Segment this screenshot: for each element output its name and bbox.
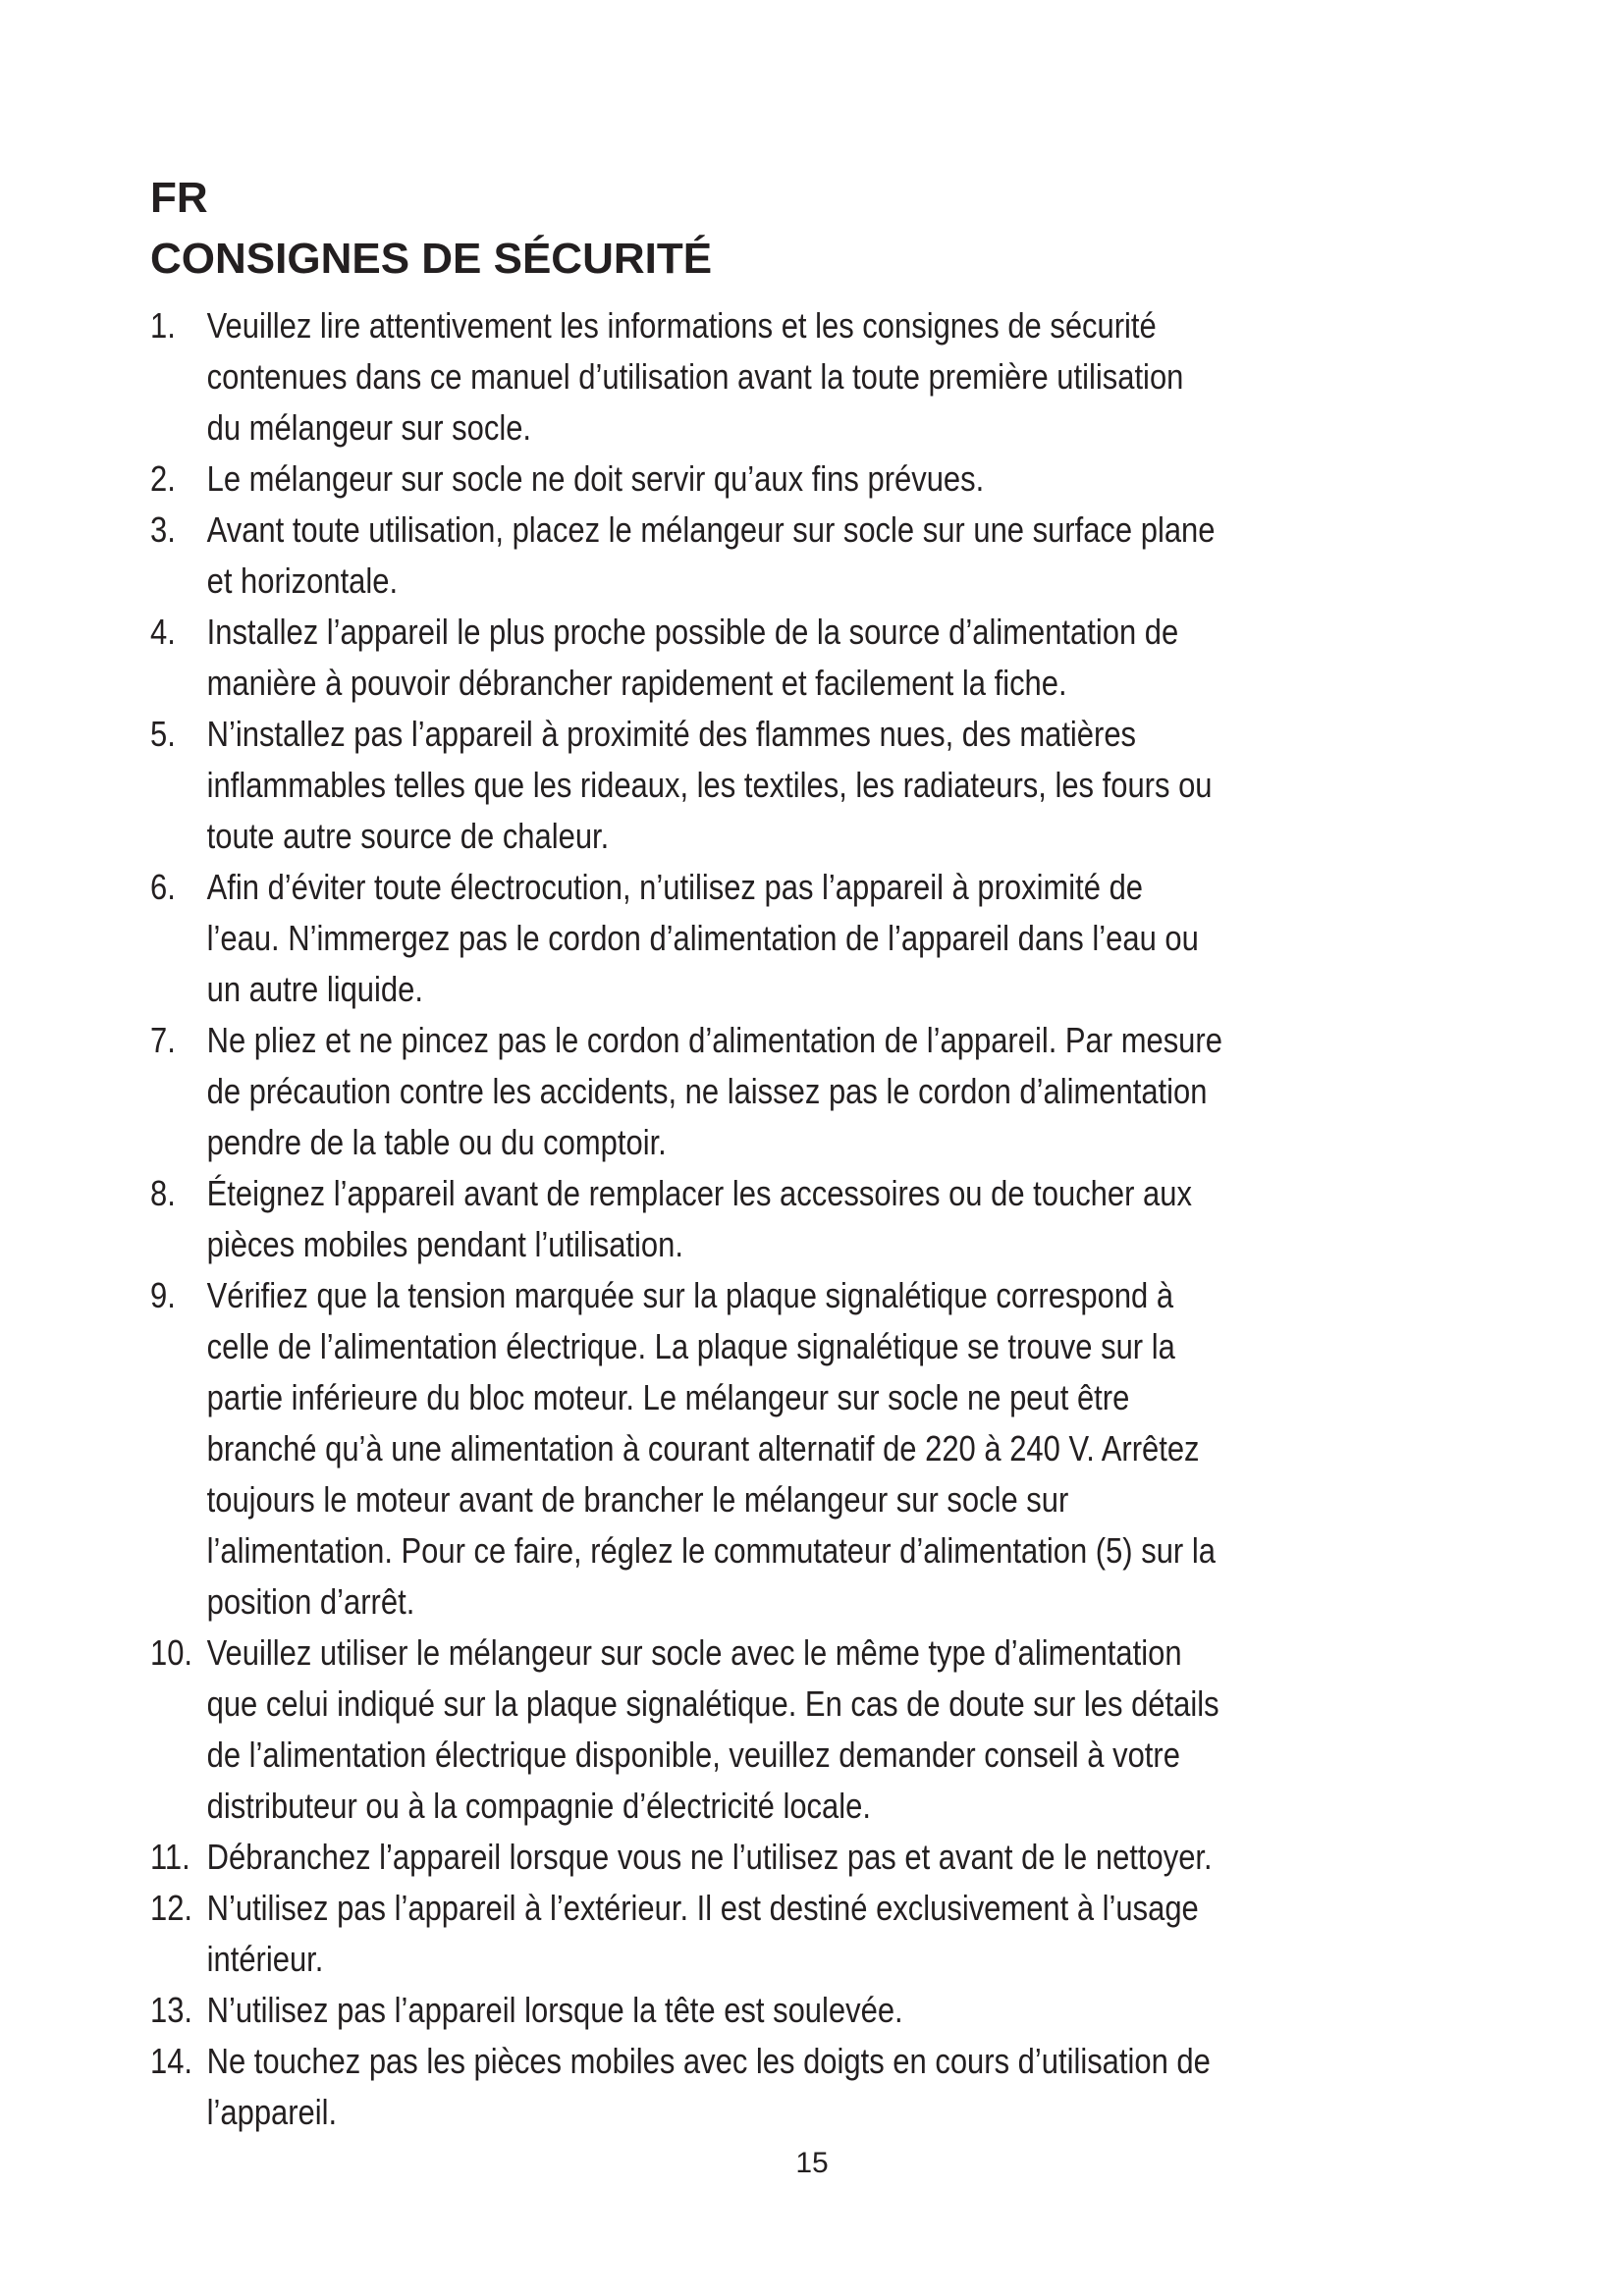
- list-item-line: toujours le moteur avant de brancher le mélangeur sur socle sur: [206, 1479, 1069, 1520]
- list-item-number: 5.: [150, 714, 176, 754]
- list-item-line: pendre de la table ou du comptoir.: [206, 1122, 667, 1162]
- list-item-number: 3.: [150, 509, 176, 550]
- list-item-number: 1.: [150, 305, 176, 346]
- language-code: FR: [150, 174, 208, 222]
- list-item-line: inflammables telles que les rideaux, les textiles, les radiateurs, les fours ou: [206, 765, 1213, 805]
- list-item-number: 2.: [150, 458, 176, 499]
- list-item-line: et horizontale.: [206, 561, 399, 601]
- list-item: [150, 1168, 1456, 1270]
- list-item: [150, 1270, 1456, 1628]
- list-item-line: Ne pliez et ne pincez pas le cordon d’alimentation de l’appareil. Par mesure: [206, 1020, 1222, 1060]
- list-item-number: 13.: [150, 1990, 193, 2030]
- list-item-line: Afin d’éviter toute électrocution, n’utilisez pas l’appareil à proximité de: [206, 867, 1144, 907]
- list-item: [150, 505, 1456, 607]
- list-item-number: 9.: [150, 1275, 176, 1315]
- list-item: [150, 1832, 1456, 1883]
- list-item: [150, 862, 1456, 1015]
- list-item-line: celle de l’alimentation électrique. La plaque signalétique se trouve sur la: [206, 1326, 1175, 1366]
- list-item-line: de précaution contre les accidents, ne laissez pas le cordon d’alimentation: [206, 1071, 1208, 1111]
- list-item-line: l’appareil.: [206, 2092, 338, 2132]
- list-item-line: de l’alimentation électrique disponible, veuillez demander conseil à votre: [206, 1735, 1180, 1775]
- list-item-number: 11.: [150, 1837, 190, 1877]
- list-item-line: N’utilisez pas l’appareil à l’extérieur. Il est destiné exclusivement à l’usage: [206, 1888, 1199, 1928]
- page-title: CONSIGNES DE SÉCURITÉ: [150, 235, 713, 283]
- list-item-line: Veuillez lire attentivement les informations et les consignes de sécurité: [206, 305, 1157, 346]
- list-item-number: 8.: [150, 1173, 176, 1213]
- list-item: [150, 1628, 1456, 1832]
- list-item-line: branché qu’à une alimentation à courant alternatif de 220 à 240 V. Arrêtez: [206, 1428, 1200, 1468]
- list-item: [150, 1015, 1456, 1168]
- list-item-line: N’utilisez pas l’appareil lorsque la tête est soulevée.: [206, 1990, 903, 2030]
- list-item-line: N’installez pas l’appareil à proximité des flammes nues, des matières: [206, 714, 1137, 754]
- list-item-line: Vérifiez que la tension marquée sur la plaque signalétique correspond à: [206, 1275, 1174, 1315]
- list-item-number: 7.: [150, 1020, 176, 1060]
- list-item: [150, 607, 1456, 709]
- list-item-line: Installez l’appareil le plus proche possible de la source d’alimentation de: [206, 612, 1179, 652]
- list-item-line: Veuillez utiliser le mélangeur sur socle avec le même type d’alimentation: [206, 1632, 1182, 1673]
- list-item-line: Débranchez l’appareil lorsque vous ne l’utilisez pas et avant de le nettoyer.: [206, 1837, 1213, 1877]
- list-item-line: un autre liquide.: [206, 969, 423, 1009]
- list-item-line: l’alimentation. Pour ce faire, réglez le commutateur d’alimentation (5) sur la: [206, 1530, 1216, 1571]
- list-item-line: Éteignez l’appareil avant de remplacer les accessoires ou de toucher aux: [206, 1173, 1192, 1213]
- list-item-line: partie inférieure du bloc moteur. Le mélangeur sur socle ne peut être: [206, 1377, 1130, 1417]
- list-item: [150, 1883, 1456, 1985]
- list-item-line: toute autre source de chaleur.: [206, 816, 610, 856]
- list-item: [150, 709, 1456, 862]
- list-item: [150, 454, 1456, 505]
- list-item: [150, 2036, 1456, 2138]
- list-item-number: 10.: [150, 1632, 193, 1673]
- list-item: [150, 1985, 1456, 2036]
- list-item: [150, 300, 1456, 454]
- list-item-line: Le mélangeur sur socle ne doit servir qu’aux fins prévues.: [206, 458, 985, 499]
- list-item-line: pièces mobiles pendant l’utilisation.: [206, 1224, 683, 1264]
- list-item-number: 12.: [150, 1888, 193, 1928]
- list-item-line: manière à pouvoir débrancher rapidement et facilement la fiche.: [206, 663, 1067, 703]
- list-item-line: Ne touchez pas les pièces mobiles avec les doigts en cours d’utilisation de: [206, 2041, 1211, 2081]
- page-number: 15: [795, 2147, 829, 2179]
- list-item-line: du mélangeur sur socle.: [206, 407, 532, 448]
- list-item-line: position d’arrêt.: [206, 1581, 415, 1622]
- list-item-number: 4.: [150, 612, 176, 652]
- list-item-line: distributeur ou à la compagnie d’électricité locale.: [206, 1786, 871, 1826]
- list-item-line: intérieur.: [206, 1939, 324, 1979]
- list-item-line: contenues dans ce manuel d’utilisation avant la toute première utilisation: [206, 356, 1184, 397]
- safety-instructions-list: [150, 300, 1486, 2138]
- list-item-number: 6.: [150, 867, 176, 907]
- list-item-number: 14.: [150, 2041, 193, 2081]
- list-item-line: Avant toute utilisation, placez le mélangeur sur socle sur une surface plane: [206, 509, 1216, 550]
- list-item-line: l’eau. N’immergez pas le cordon d’alimentation de l’appareil dans l’eau ou: [206, 918, 1199, 958]
- list-item-line: que celui indiqué sur la plaque signalétique. En cas de doute sur les détails: [206, 1683, 1219, 1724]
